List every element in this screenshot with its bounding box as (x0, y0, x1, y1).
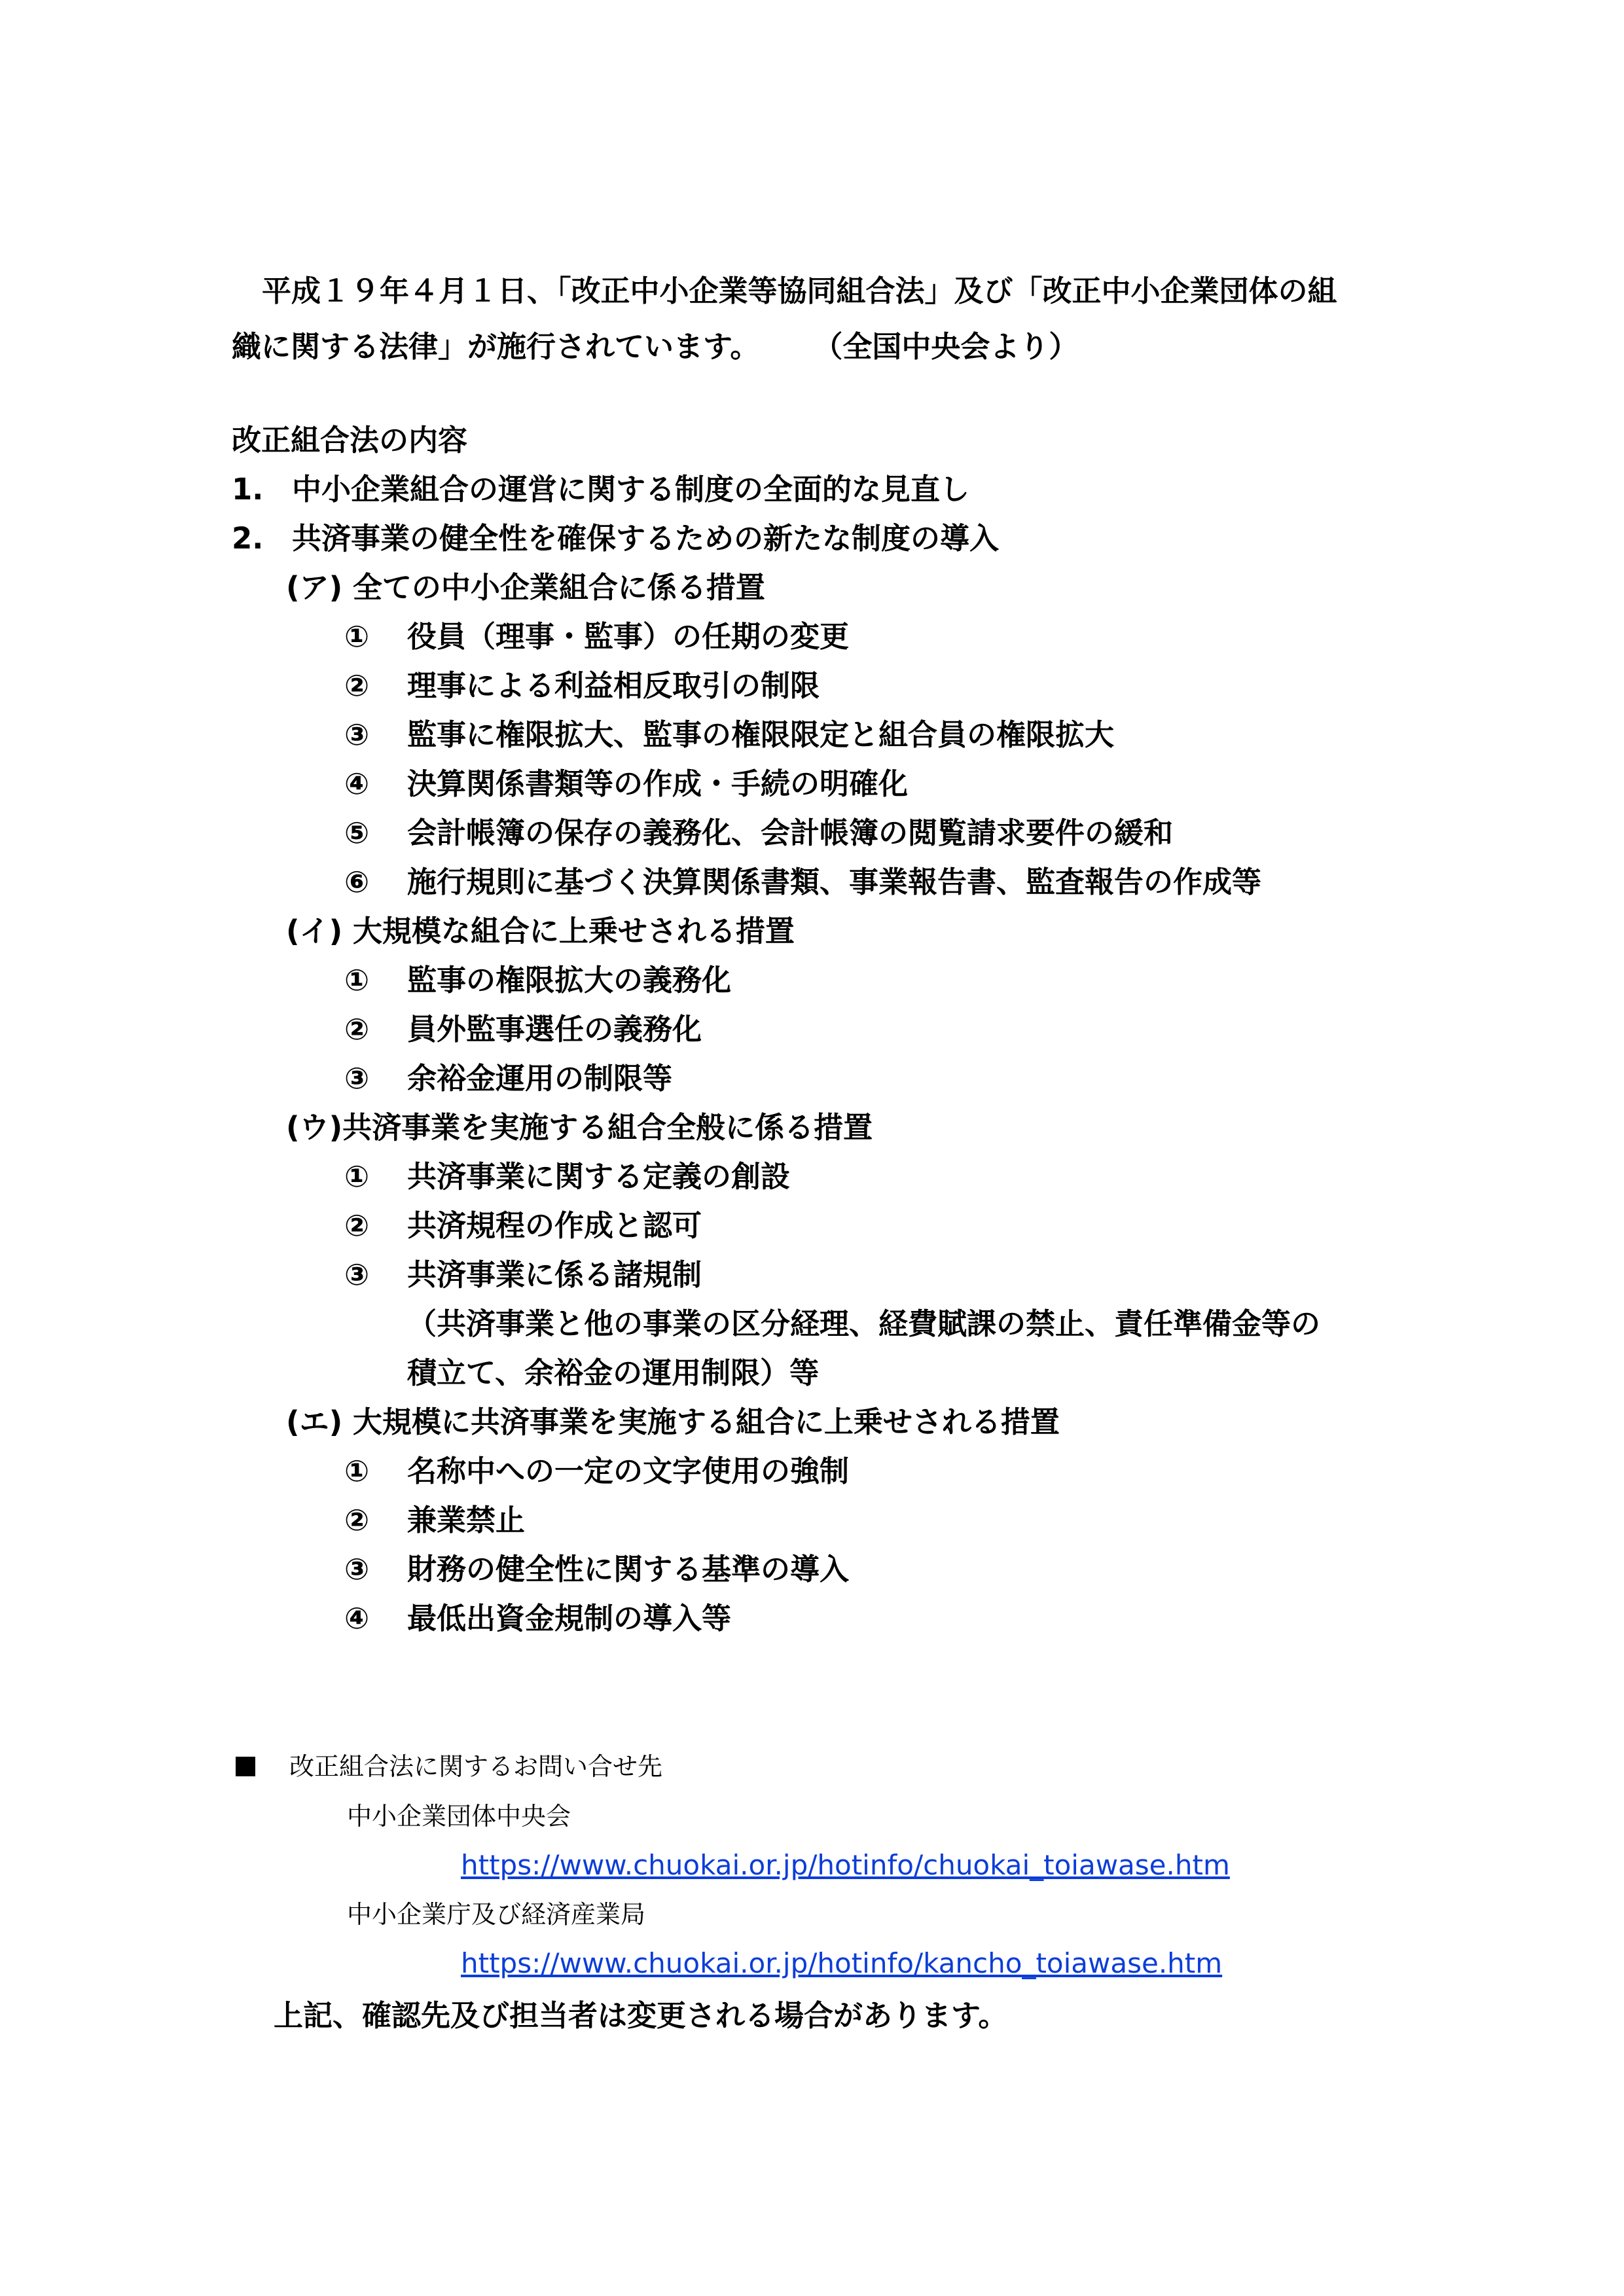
list-item-text: 員外監事選任の義務化 (407, 1012, 702, 1047)
circled-number: ① (344, 963, 370, 997)
subsection-label: (ウ) (286, 1110, 343, 1145)
circled-number: ③ (344, 1257, 370, 1292)
intro-line-1: 平成１９年４月１日、「改正中小企業等協同組合法」及び「改正中小企業団体の組 (262, 274, 1337, 308)
subsection-e-title (286, 1403, 1060, 1442)
contact-url-2-link[interactable]: https://www.chuokai.or.jp/hotinfo/kancho_toiawase.htm (461, 1947, 1223, 1979)
list-item-text: 共済事業に関する定義の創設 (407, 1159, 791, 1194)
list-item (344, 1599, 731, 1638)
list-item-text: 会計帳簿の保存の義務化、会計帳簿の閲覧請求要件の緩和 (407, 816, 1174, 850)
section-heading: 改正組合法の内容 (232, 423, 468, 457)
subsection-i-title (286, 912, 795, 951)
list-item-text: 最低出資金規制の導入等 (407, 1601, 732, 1636)
list-item (344, 764, 908, 804)
subsection-title: 大規模な組合に上乗せされる措置 (352, 914, 795, 948)
list-item-text: 施行規則に基づく決算関係書類、事業報告書、監査報告の作成等 (407, 865, 1262, 899)
item-text: 共済事業の健全性を確保するための新たな制度の導入 (292, 521, 1000, 556)
list-item-text: 監事に権限拡大、監事の権限限定と組合員の権限拡大 (407, 717, 1115, 752)
list-item-text: 余裕金運用の制限等 (407, 1061, 673, 1096)
footer-note: 上記、確認先及び担当者は変更される場合があります。 (274, 1998, 1008, 2033)
circled-number: ④ (344, 766, 370, 801)
subsection-label: (イ) (286, 914, 343, 948)
contact-org-1: 中小企業団体中央会 (347, 1802, 571, 1831)
circled-number: ⑥ (344, 865, 370, 899)
intro-line-2 (232, 327, 1078, 367)
list-item (344, 1157, 790, 1196)
list-item (344, 617, 849, 656)
circled-number: ② (344, 668, 370, 703)
list-item (344, 814, 1173, 853)
numbered-item-2 (232, 519, 999, 558)
subsection-title: 共済事業を実施する組合全般に係る措置 (342, 1110, 873, 1145)
list-item-text: 財務の健全性に関する基準の導入 (407, 1552, 850, 1587)
list-item-note-line-2: 積立て、余裕金の運用制限）等 (407, 1355, 820, 1390)
item-number: 1. (232, 472, 264, 507)
circled-number: ③ (344, 717, 370, 752)
circled-number: ② (344, 1208, 370, 1243)
list-item-text: 決算関係書類等の作成・手続の明確化 (407, 766, 909, 801)
list-item (344, 666, 820, 706)
list-item-note-line-1: （共済事業と他の事業の区分経理、経費賦課の禁止、責任準備金等の (407, 1306, 1321, 1341)
circled-number: ③ (344, 1061, 370, 1096)
list-item-text: 名称中への一定の文字使用の強制 (407, 1454, 850, 1488)
list-item-text: 役員（理事・監事）の任期の変更 (407, 619, 850, 654)
list-item-text: 理事による利益相反取引の制限 (407, 668, 820, 703)
circled-number: ② (344, 1012, 370, 1047)
subsection-u-title (286, 1108, 873, 1147)
numbered-item-1 (232, 470, 969, 509)
circled-number: ④ (344, 1601, 370, 1636)
contact-heading (236, 1750, 662, 1783)
list-item (344, 1452, 849, 1491)
list-item (344, 863, 1261, 902)
contact-heading-text: 改正組合法に関するお問い合せ先 (289, 1752, 663, 1781)
circled-number: ③ (344, 1552, 370, 1587)
list-item (344, 1550, 849, 1589)
item-text: 中小企業組合の運営に関する制度の全面的な見直し (292, 472, 970, 507)
circled-number: ① (344, 619, 370, 654)
list-item-text: 共済規程の作成と認可 (407, 1208, 702, 1243)
list-item-text: 兼業禁止 (407, 1503, 526, 1537)
list-item (344, 1206, 702, 1246)
circled-number: ① (344, 1159, 370, 1194)
list-item (344, 1255, 702, 1295)
list-item (344, 1501, 525, 1540)
contact-org-2: 中小企業庁及び経済産業局 (347, 1900, 646, 1929)
black-square-icon (236, 1757, 255, 1776)
list-item-text: 監事の権限拡大の義務化 (407, 963, 732, 997)
contact-url-1-link[interactable]: https://www.chuokai.or.jp/hotinfo/chuokai_toiawase.htm (461, 1849, 1230, 1881)
list-item (344, 715, 1114, 755)
list-item-text: 共済事業に係る諸規制 (407, 1257, 702, 1292)
subsection-title: 大規模に共済事業を実施する組合に上乗せされる措置 (352, 1405, 1060, 1439)
subsection-title: 全ての中小企業組合に係る措置 (352, 570, 765, 605)
intro-line-2-text: 織に関する法律」が施行されています。 (232, 329, 760, 364)
intro-source: （全国中央会より） (813, 329, 1079, 364)
list-item (344, 1010, 702, 1049)
item-number: 2. (232, 521, 264, 556)
circled-number: ② (344, 1503, 370, 1537)
subsection-label: (ア) (286, 570, 343, 605)
subsection-label: (エ) (286, 1405, 343, 1439)
circled-number: ⑤ (344, 816, 370, 850)
list-item (344, 1059, 672, 1098)
list-item (344, 961, 731, 1000)
circled-number: ① (344, 1454, 370, 1488)
subsection-a-title (286, 568, 765, 607)
